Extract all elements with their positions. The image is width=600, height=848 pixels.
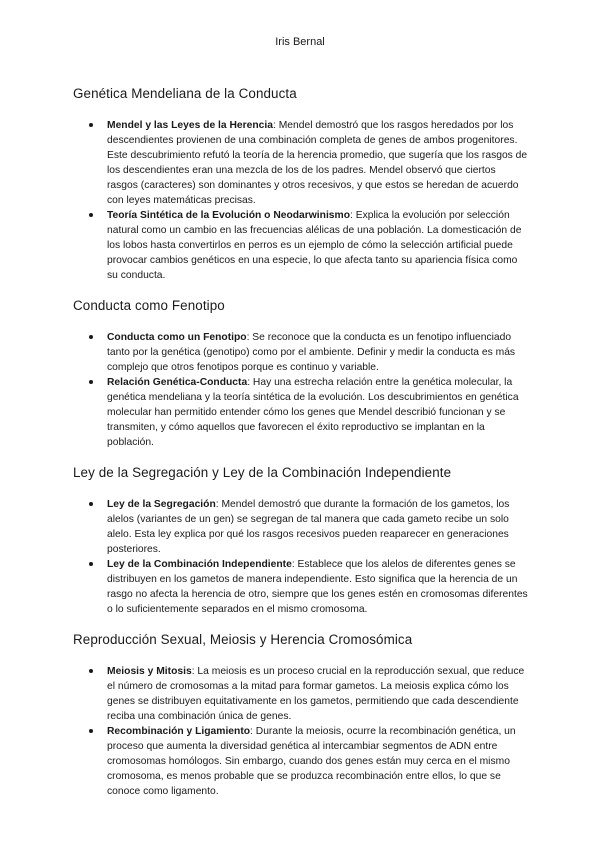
item-text: : Mendel demostró que durante la formación de los gametos, los alelos (variantes de un gen) se segregan de tal manera que cada gameto recibe un solo alelo. Esta ley explica por qué los rasgos recesivos pueden reaparecer en generaciones posteriores. <box>107 499 510 555</box>
section-sexual-reproduction <box>73 631 528 799</box>
item-term: Ley de la Combinación Independiente <box>107 559 292 570</box>
item-text: : Hay una estrecha relación entre la genética molecular, la genética mendeliana y la teoría sintética de la evolución. Los descubrimientos en genética molecular han permitido entender cómo los genes que Mendel describió funcionan y se transmiten, y cómo aquellos que favorecen el éxito reproductivo se implantan en la población. <box>107 377 519 448</box>
item-text: : Se reconoce que la conducta es un fenotipo influenciado tanto por la genética (genotipo) como por el ambiente. Definir y medir la conducta es más complejo que otros fenotipos porque es continuo y variable. <box>107 332 516 373</box>
item-term: Conducta como un Fenotipo <box>107 332 247 343</box>
item-term: Ley de la Segregación <box>107 499 216 510</box>
bullet-list <box>73 664 528 799</box>
bullet-list <box>73 118 528 283</box>
document-body <box>73 85 528 813</box>
item-term: Meiosis y Mitosis <box>107 666 192 677</box>
item-text: : Mendel demostró que los rasgos heredados por los descendientes provienen de una combinación completa de genes de ambos progenitores. Este descubrimiento refutó la teoría de la herencia promedio, que sugería que los rasgos de los descendientes eran una mezcla de los de los padres. Mendel observó que ciertos rasgos (caracteres) son dominantes y otros recesivos, y que estos se heredan de acuerdo con leyes matemáticas precisas. <box>107 120 528 206</box>
item-text: : Explica la evolución por selección natural como un cambio en las frecuencias alélicas de una población. La domesticación de los lobos hasta convertirlos en perros es un ejemplo de cómo la selección artificial puede provocar cambios genéticos en una especie, lo que afecta tanto su apariencia física como su conducta. <box>107 210 522 281</box>
list-item <box>107 118 528 208</box>
section-segregation-laws <box>73 464 528 617</box>
item-text: : La meiosis es un proceso crucial en la reproducción sexual, que reduce el número de cromosomas a la mitad para formar gametos. La meiosis explica cómo los genes se distribuyen equitativamente en los gametos, permitiendo que cada descendiente reciba una combinación única de genes. <box>107 666 525 722</box>
list-item <box>107 557 528 617</box>
item-text: : Durante la meiosis, ocurre la recombinación genética, un proceso que aumenta la diversidad genética al intercambiar segmentos de ADN entre cromosomas homólogos. Sin embargo, cuando dos genes están muy cerca en el mismo cromosoma, es menos probable que se produzca recombinación entre ellos, lo que se conoce como ligamento. <box>107 726 516 797</box>
list-item <box>107 497 528 557</box>
item-term: Mendel y las Leyes de la Herencia <box>107 120 273 131</box>
bullet-list <box>73 330 528 450</box>
list-item <box>107 375 528 450</box>
section-title: Genética Mendeliana de la Conducta <box>73 86 297 101</box>
item-term: Relación Genética-Conducta <box>107 377 248 388</box>
item-term: Teoría Sintética de la Evolución o Neodarwinismo <box>107 210 350 221</box>
list-item <box>107 664 528 724</box>
section-title: Reproducción Sexual, Meiosis y Herencia Cromosómica <box>73 632 413 647</box>
list-item <box>107 724 528 799</box>
section-title: Ley de la Segregación y Ley de la Combinación Independiente <box>73 465 452 480</box>
list-item <box>107 208 528 283</box>
bullet-list <box>73 497 528 617</box>
author-name: Iris Bernal <box>275 36 325 48</box>
item-text: : Establece que los alelos de diferentes genes se distribuyen en los gametos de manera independiente. Esto significa que la herencia de un rasgo no afecta la herencia de otro, siempre que los genes estén en cromosomas diferentes o lo suficientemente separados en el mismo cromosoma. <box>107 559 528 615</box>
section-mendelian-genetics <box>73 85 528 283</box>
section-behavior-phenotype <box>73 297 528 450</box>
item-term: Recombinación y Ligamiento <box>107 726 251 737</box>
section-title: Conducta como Fenotipo <box>73 298 225 313</box>
list-item <box>107 330 528 375</box>
